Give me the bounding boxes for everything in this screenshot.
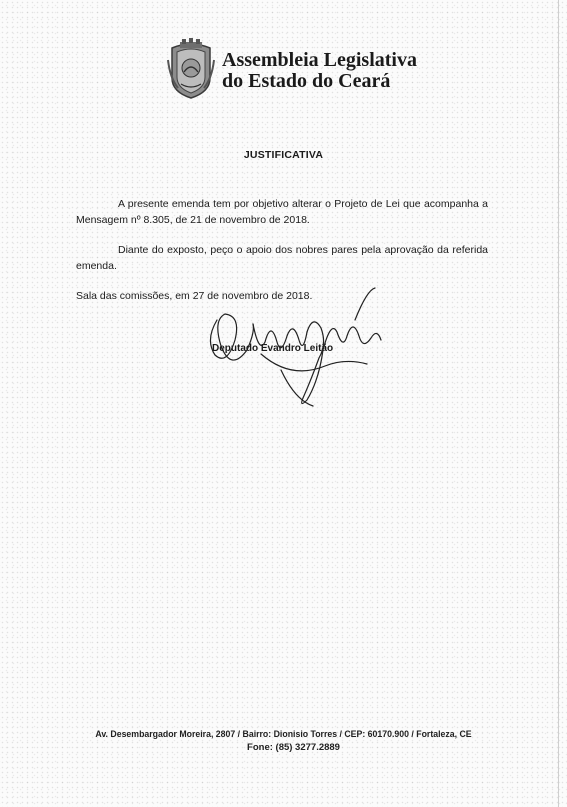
footer-phone: Fone: (85) 3277.2889 — [247, 742, 340, 753]
handwritten-signature — [195, 280, 395, 410]
signer-name: Deputado Evandro Leitão — [212, 343, 334, 354]
closing-line: Sala das comissões, em 27 de novembro de 2018. — [76, 290, 313, 302]
letterhead — [166, 38, 466, 100]
scan-edge-line — [558, 0, 559, 807]
institution-name — [222, 50, 417, 92]
justification-body — [76, 196, 488, 274]
paragraph-2: Diante do exposto, peço o apoio dos nobres pares pela aprovação da referida emenda. — [76, 244, 488, 272]
state-coat-of-arms-icon — [166, 38, 216, 100]
footer-contact — [0, 728, 567, 754]
institution-name-line1: Assembleia Legislativa — [222, 49, 417, 71]
institution-name-line2: do Estado do Ceará — [222, 70, 391, 92]
document-title: JUSTIFICATIVA — [243, 149, 324, 161]
paragraph-1: A presente emenda tem por objetivo alterar o Projeto de Lei que acompanha a Mensagem nº 8.305, de 21 de novembro de 2018. — [76, 198, 488, 226]
footer-address: Av. Desembargador Moreira, 2807 / Bairro: Dionisio Torres / CEP: 60170.900 / Fortaleza, CE — [95, 729, 472, 740]
